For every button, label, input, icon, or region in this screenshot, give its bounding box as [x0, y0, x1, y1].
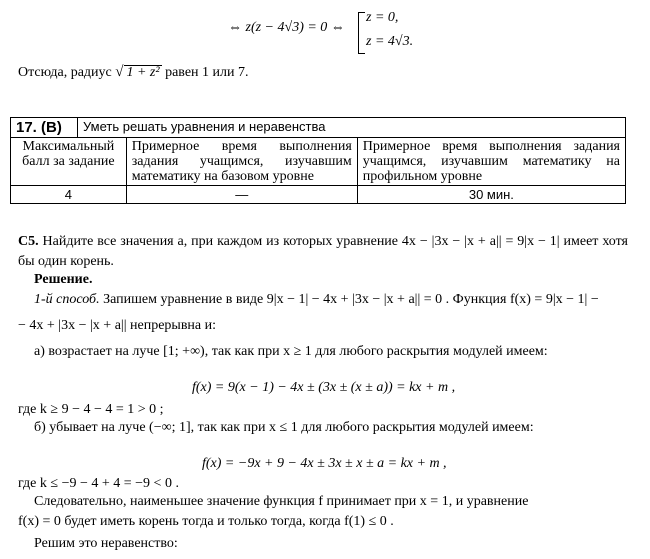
value-basic-time: — [126, 186, 357, 204]
radius-line: Отсюда, радиус √ 1 + z² равен 1 или 7. [18, 64, 249, 80]
value-profile-time: 30 мин. [357, 186, 625, 204]
conclusion-line-1: Следовательно, наименьшее значение функция f принимает при x = 1, и уравнение [34, 494, 529, 509]
radius-suffix: равен 1 или 7. [165, 65, 249, 80]
formula-a: f(x) = 9(x − 1) − 4x ± (3x ± (x ± a)) = kx + m , [192, 380, 456, 395]
final-line: Решим это неравенство: [34, 536, 178, 551]
task-spec-table [10, 117, 626, 204]
problem-text: Найдите все значения a, при каждом из которых уравнение 4x − |3x − |x + a|| = 9|x − 1| имеет хотя бы один корень. [18, 234, 628, 269]
item-b: б) убывает на луче (−∞; 1], так как при x ≤ 1 для любого раскрытия модулей имеем: [34, 420, 534, 435]
header-basic-time: Примерное время выполнения задания учащимся, изучавшим математику на базовом уровне [126, 138, 357, 186]
header-profile-time: Примерное время выполнения задания учащимся, изучавшим математику на профильном уровне [357, 138, 625, 186]
task-number: 17. (В) [11, 118, 78, 138]
case-bracket [358, 12, 365, 54]
solution-line-1-text: Запишем уравнение в виде 9|x − 1| − 4x + |3x − |x + a|| = 0 . Функция f(x) = 9|x − 1| − [103, 292, 599, 307]
conclusion-line-2: f(x) = 0 будет иметь корень тогда и только тогда, когда f(1) ≤ 0 . [18, 514, 394, 529]
header-max-score: Максимальный балл за задание [11, 138, 127, 186]
formula-b: f(x) = −9x + 9 − 4x ± 3x ± x ± a = kx + m , [202, 456, 447, 471]
solution-line-2: − 4x + |3x − |x + a|| непрерывна и: [18, 318, 217, 333]
method-label: 1-й способ. [34, 292, 100, 307]
case-line-2: z = 4√3. [366, 34, 414, 49]
problem-label: С5. [18, 234, 39, 249]
where-b: где k ≤ −9 − 4 + 4 = −9 < 0 . [18, 476, 179, 491]
case-system [358, 10, 428, 54]
item-a: а) возрастает на луче [1; +∞), так как при x ≥ 1 для любого раскрытия модулей имеем: [34, 344, 548, 359]
radius-expression: 1 + z² [126, 65, 160, 80]
problem-statement [18, 232, 628, 272]
radius-prefix: Отсюда, радиус [18, 65, 112, 80]
where-a: где k ≥ 9 − 4 − 4 = 1 > 0 ; [18, 402, 164, 417]
solution-line-1 [34, 292, 599, 308]
case-line-1: z = 0, [366, 10, 399, 25]
top-equation: ⇔ z(z − 4√3) = 0 ⇔ [228, 20, 345, 35]
solution-label: Решение. [34, 272, 93, 287]
task-skill: Уметь решать уравнения и неравенства [78, 118, 626, 138]
value-max-score: 4 [11, 186, 127, 204]
